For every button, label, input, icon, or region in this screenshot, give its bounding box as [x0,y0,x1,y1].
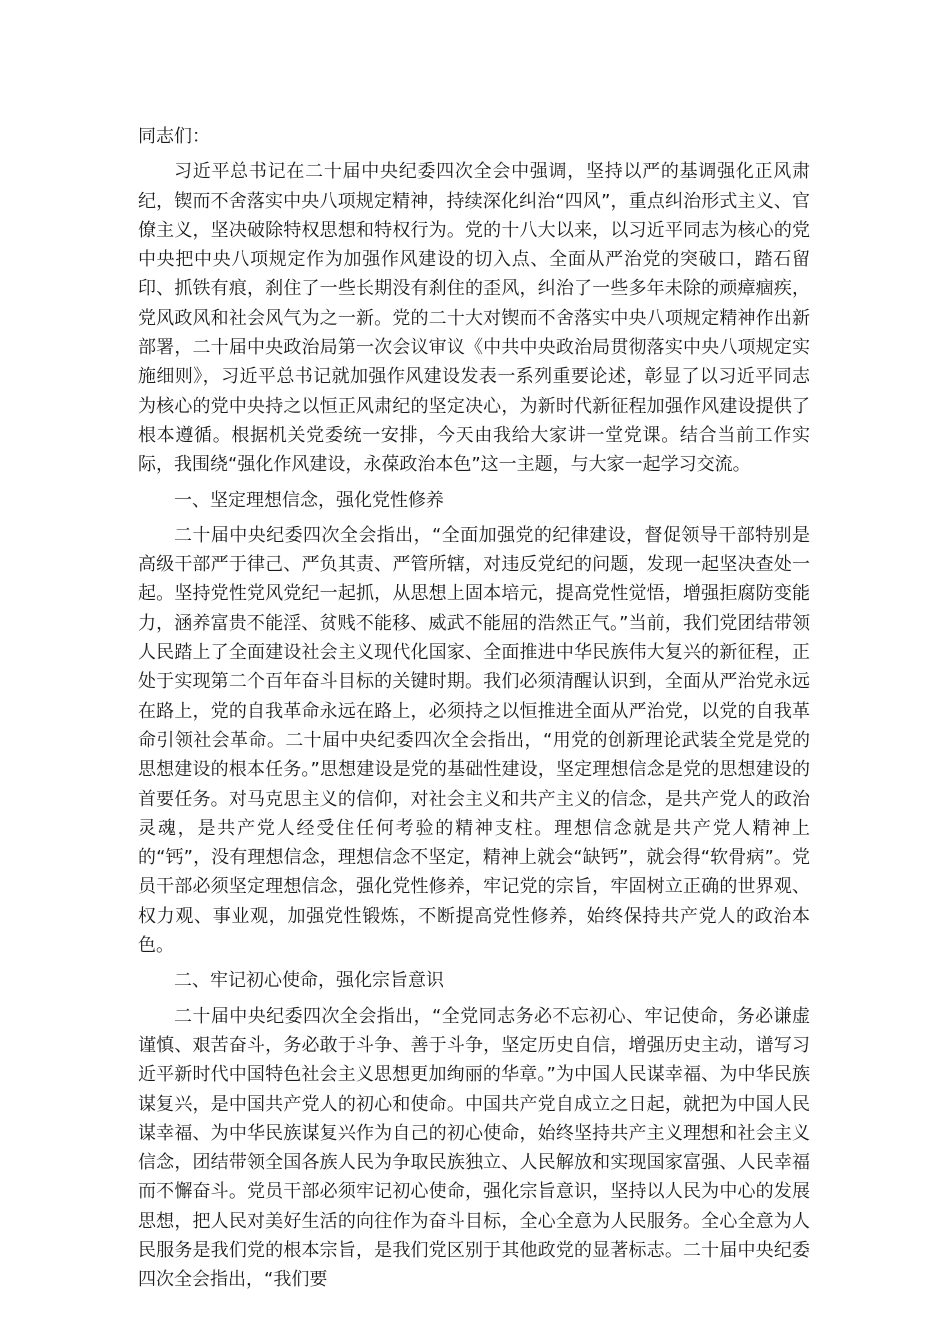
document-body [138,122,810,1295]
section-heading-2: 二、牢记初心使命，强化宗旨意识 [174,970,444,992]
intro-paragraph: 习近平总书记在二十届中央纪委四次全会中强调，坚持以严的基调强化正风肃纪，锲而不舍落实中央八项规定精神，持续深化纠治“四风”，重点纠治形式主义、官僚主义，坚决破除特权思想和特权行为。党的十八大以来，以习近平同志为核心的党中央把中央八项规定作为加强作风建设的切入点、全面从严治党的突破口，踏石留印、抓铁有痕，刹住了一些长期没有刹住的歪风，纠治了一些多年未除的顽瘴痼疾，党风政风和社会风气为之一新。党的二十大对锲而不舍落实中央八项规定精神作出新部署，二十届中央政治局第一次会议审议《中共中央政治局贯彻落实中央八项规定实施细则》，习近平总书记就加强作风建设发表一系列重要论述，彰显了以习近平同志为核心的党中央持之以恒正风肃纪的坚定决心，为新时代新征程加强作风建设提供了根本遵循。根据机关党委统一安排，今天由我给大家讲一堂党课。结合当前工作实际，我围绕“强化作风建设，永葆政治本色”这一主题，与大家一起学习交流。 [138,161,810,476]
section-heading-1: 一、坚定理想信念，强化党性修养 [174,489,444,511]
salutation: 同志们： [138,126,210,147]
section-2-paragraph: 二十届中央纪委四次全会指出，“全党同志务必不忘初心、牢记使命，务必谦虚谨慎、艰苦奋斗，务必敢于斗争、善于斗争，坚定历史自信，增强历史主动，谱写习近平新时代中国特色社会主义思想更加绚丽的华章。”为中国人民谋幸福、为中华民族谋复兴，是中国共产党人的初心和使命。中国共产党自成立之日起，就把为中国人民谋幸福、为中华民族谋复兴作为自己的初心使命，始终坚持共产主义理想和社会主义信念，团结带领全国各族人民为争取民族独立、人民解放和实现国家富强、人民幸福而不懈奋斗。党员干部必须牢记初心使命，强化宗旨意识，坚持以人民为中心的发展思想，把人民对美好生活的向往作为奋斗目标，全心全意为人民服务。全心全意为人民服务是我们党的根本宗旨，是我们党区别于其他政党的显著标志。二十届中央纪委四次全会指出，“我们要 [138,1005,810,1291]
section-1-paragraph: 二十届中央纪委四次全会指出，“全面加强党的纪律建设，督促领导干部特别是高级干部严于律己、严负其责、严管所辖，对违反党纪的问题，发现一起坚决查处一起。坚持党性党风党纪一起抓，从思想上固本培元，提高党性觉悟，增强拒腐防变能力，涵养富贵不能淫、贫贱不能移、威武不能屈的浩然正气。”当前，我们党团结带领人民踏上了全面建设社会主义现代化国家、全面推进中华民族伟大复兴的新征程，正处于实现第二个百年奋斗目标的关键时期。我们必须清醒认识到，全面从严治党永远在路上，党的自我革命永远在路上，必须持之以恒推进全面从严治党，以党的自我革命引领社会革命。二十届中央纪委四次全会指出，“用党的创新理论武装全党是党的思想建设的根本任务。”思想建设是党的基础性建设，坚定理想信念是党的思想建设的首要任务。对马克思主义的信仰，对社会主义和共产主义的信念，是共产党人的政治灵魂，是共产党人经受住任何考验的精神支柱。理想信念就是共产党人精神上的“钙”，没有理想信念，理想信念不坚定，精神上就会“缺钙”，就会得“软骨病”。党员干部必须坚定理想信念，强化党性修养，牢记党的宗旨，牢固树立正确的世界观、权力观、事业观，加强党性锻炼，不断提高党性修养，始终保持共产党人的政治本色。 [138,524,810,957]
